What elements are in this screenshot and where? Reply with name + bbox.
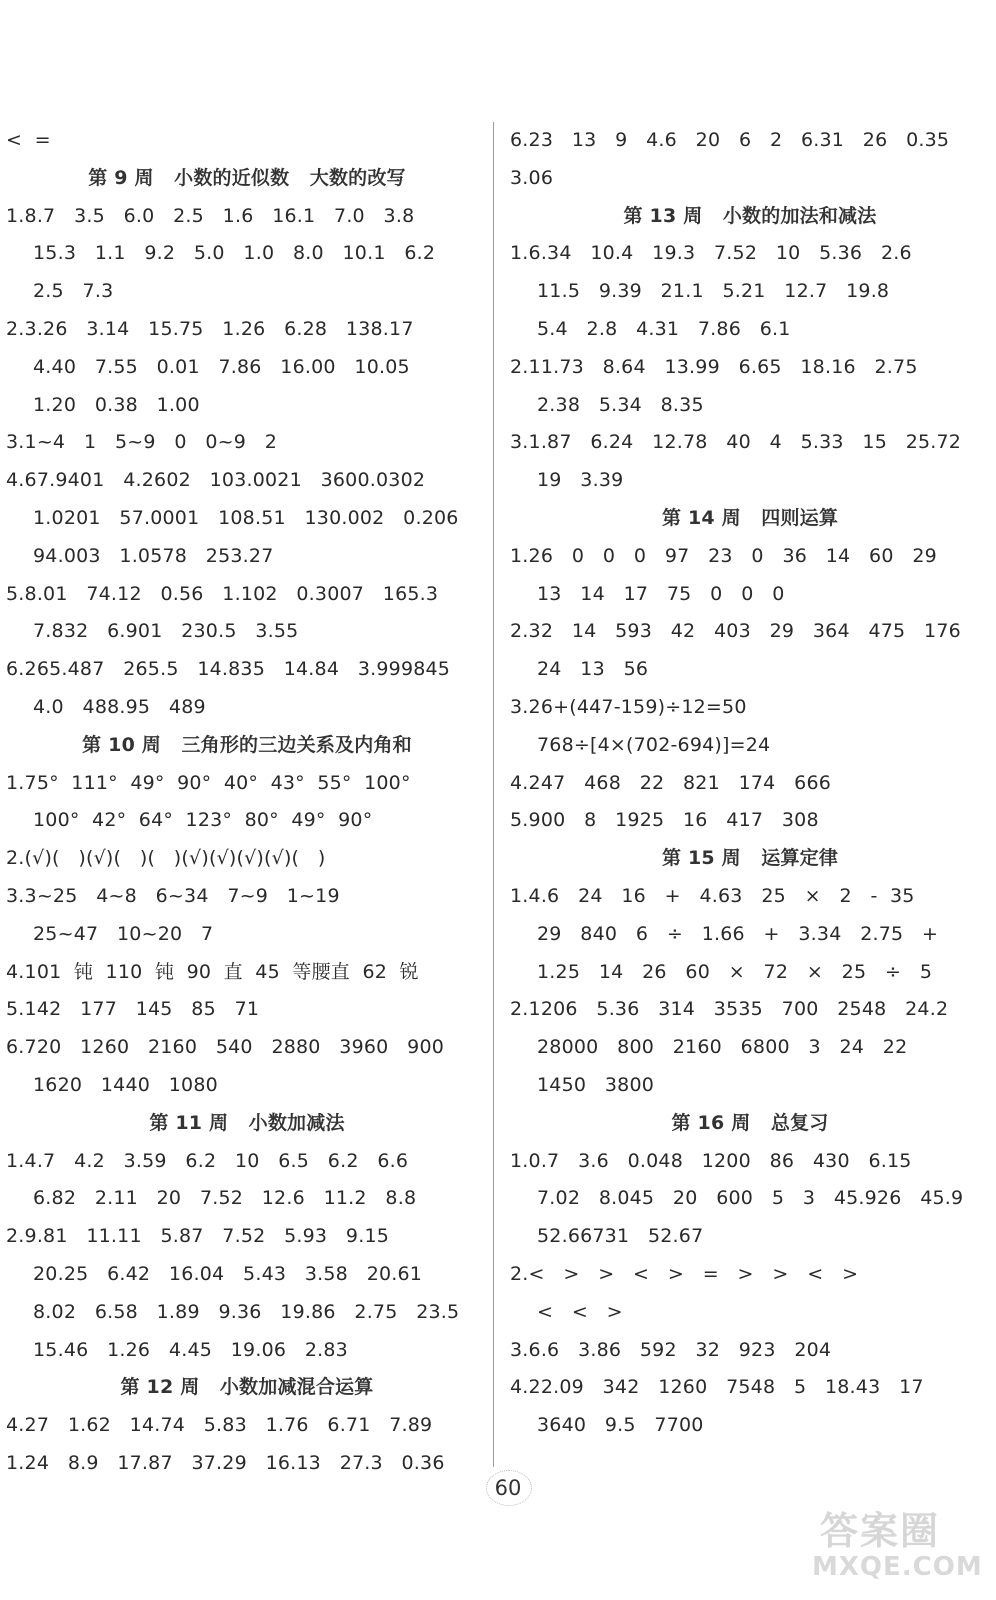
answer-line: 2.(√)( )(√)( )( )(√)(√)(√)(√)( ) [6, 847, 326, 870]
answer-line: 6.265.487 265.5 14.835 14.84 3.999845 [6, 658, 451, 681]
answer-line: 4.40 7.55 0.01 7.86 16.00 10.05 [33, 355, 410, 378]
answer-line: 13 14 17 75 0 0 0 [537, 582, 785, 605]
answer-line: 6.720 1260 2160 540 2880 3960 900 [6, 1036, 445, 1059]
answer-line: 1.4.6 24 16 + 4.63 25 × 2 - 35 [510, 884, 915, 907]
answer-line: 1450 3800 [537, 1073, 655, 1096]
left-answer-column [6, 122, 488, 1483]
answer-line: 3.6.6 3.86 592 32 923 204 [510, 1338, 832, 1361]
answer-line: 1.75° 111° 49° 90° 40° 43° 55° 100° [6, 771, 411, 794]
page-number [482, 1470, 534, 1506]
answer-line: 6.23 13 9 4.6 20 6 2 6.31 26 0.35 [510, 129, 950, 151]
section-heading: 第 13 周 小数的加法和减法 [623, 204, 877, 227]
answer-line: 4.67.9401 4.2602 103.0021 3600.0302 [6, 469, 426, 492]
answer-line: 52.66731 52.67 [537, 1225, 704, 1248]
watermark-url: MXQE.COM [812, 1552, 983, 1582]
answer-line: 3.1.87 6.24 12.78 40 4 5.33 15 25.72 [510, 431, 962, 454]
answer-line: 1.8.7 3.5 6.0 2.5 1.6 16.1 7.0 3.8 [6, 204, 415, 227]
answer-line: 19 3.39 [537, 469, 624, 492]
answer-line: 7.832 6.901 230.5 3.55 [33, 620, 299, 643]
answer-line: 8.02 6.58 1.89 9.36 19.86 2.75 23.5 [33, 1300, 460, 1323]
answer-line: 6.82 2.11 20 7.52 12.6 11.2 8.8 [33, 1187, 417, 1210]
answer-line: 3.1~4 1 5~9 0 0~9 2 [6, 431, 278, 454]
section-heading: 第 10 周 三角形的三边关系及内角和 [82, 733, 412, 756]
answer-line: 3.26+(447-159)÷12=50 [510, 695, 747, 718]
column-divider [493, 122, 494, 1467]
answer-line: < < > [537, 1300, 623, 1323]
answer-line: 25~47 10~20 7 [33, 922, 214, 945]
section-heading: 第 11 周 小数加减法 [149, 1111, 345, 1134]
answer-line: 1.20 0.38 1.00 [33, 393, 200, 416]
watermark [790, 1500, 990, 1590]
answer-line: 5.142 177 145 85 71 [6, 998, 260, 1021]
answer-line: 1.26 0 0 0 97 23 0 36 14 60 29 [510, 544, 937, 567]
answer-line: 28000 800 2160 6800 3 24 22 [537, 1036, 908, 1059]
answer-line: 3.06 [510, 166, 554, 189]
answer-line: 11.5 9.39 21.1 5.21 12.7 19.8 [537, 280, 890, 303]
answer-line: 2.1206 5.36 314 3535 700 2548 24.2 [510, 998, 949, 1021]
answer-line: 1.4.7 4.2 3.59 6.2 10 6.5 6.2 6.6 [6, 1149, 409, 1172]
answer-line: 7.02 8.045 20 600 5 3 45.926 45.9 [537, 1187, 964, 1210]
section-heading: 第 16 周 总复习 [671, 1111, 829, 1134]
answer-line: 768÷[4×(702-694)]=24 [537, 733, 771, 756]
answer-line: 5.4 2.8 4.31 7.86 6.1 [537, 317, 791, 340]
answer-line: 4.101 钝 110 钝 90 直 45 等腰直 62 锐 [6, 960, 419, 983]
answer-line: 2.11.73 8.64 13.99 6.65 18.16 2.75 [510, 355, 918, 378]
answer-line: 4.22.09 342 1260 7548 5 18.43 17 [510, 1376, 924, 1399]
page-number-text: 60 [494, 1476, 522, 1500]
answer-line: 29 840 6 ÷ 1.66 + 3.34 2.75 + [537, 922, 939, 945]
answer-line: 5.8.01 74.12 0.56 1.102 0.3007 165.3 [6, 582, 439, 605]
answer-line: 2.3.26 3.14 15.75 1.26 6.28 138.17 [6, 317, 414, 340]
answer-line: 4.247 468 22 821 174 666 [510, 771, 832, 794]
answer-line: 3.3~25 4~8 6~34 7~9 1~19 [6, 884, 340, 907]
answer-line: 5.900 8 1925 16 417 308 [510, 809, 819, 832]
section-heading: 第 12 周 小数加减混合运算 [120, 1376, 374, 1399]
answer-line: 2.38 5.34 8.35 [537, 393, 704, 416]
answer-line: 15.46 1.26 4.45 19.06 2.83 [33, 1338, 348, 1361]
watermark-logo: 答案圈 [820, 1509, 941, 1553]
answer-line: 94.003 1.0578 253.27 [33, 544, 274, 567]
section-heading: 第 9 周 小数的近似数 大数的改写 [88, 166, 406, 189]
answer-line: 2.< > > < > = > > < > [510, 1262, 859, 1285]
answer-line: 2.32 14 593 42 403 29 364 475 176 [510, 620, 961, 643]
answer-line: 2.9.81 11.11 5.87 7.52 5.93 9.15 [6, 1225, 390, 1248]
answer-line: 24 13 56 [537, 658, 649, 681]
answer-line: 1.6.34 10.4 19.3 7.52 10 5.36 2.6 [510, 242, 912, 265]
answer-line: 4.27 1.62 14.74 5.83 1.76 6.71 7.89 [6, 1414, 433, 1437]
answer-line: 20.25 6.42 16.04 5.43 3.58 20.61 [33, 1262, 423, 1285]
answer-line: 2.5 7.3 [33, 280, 114, 303]
answer-line: 3640 9.5 7700 [537, 1414, 704, 1437]
answer-line: 1.24 8.9 17.87 37.29 16.13 27.3 0.36 [6, 1451, 445, 1474]
answer-line: 4.0 488.95 489 [33, 695, 206, 718]
answer-line: 1620 1440 1080 [33, 1073, 218, 1096]
section-heading: 第 14 周 四则运算 [661, 506, 839, 529]
answer-line: 1.0201 57.0001 108.51 130.002 0.206 [33, 506, 459, 529]
answer-line: 1.25 14 26 60 × 72 × 25 ÷ 5 [537, 960, 933, 983]
right-answer-column [510, 122, 990, 1445]
answer-line: < = [6, 129, 51, 151]
answer-line: 1.0.7 3.6 0.048 1200 86 430 6.15 [510, 1149, 912, 1172]
answer-line: 15.3 1.1 9.2 5.0 1.0 8.0 10.1 6.2 [33, 242, 436, 265]
section-heading: 第 15 周 运算定律 [661, 847, 839, 870]
answer-line: 100° 42° 64° 123° 80° 49° 90° [33, 809, 373, 832]
